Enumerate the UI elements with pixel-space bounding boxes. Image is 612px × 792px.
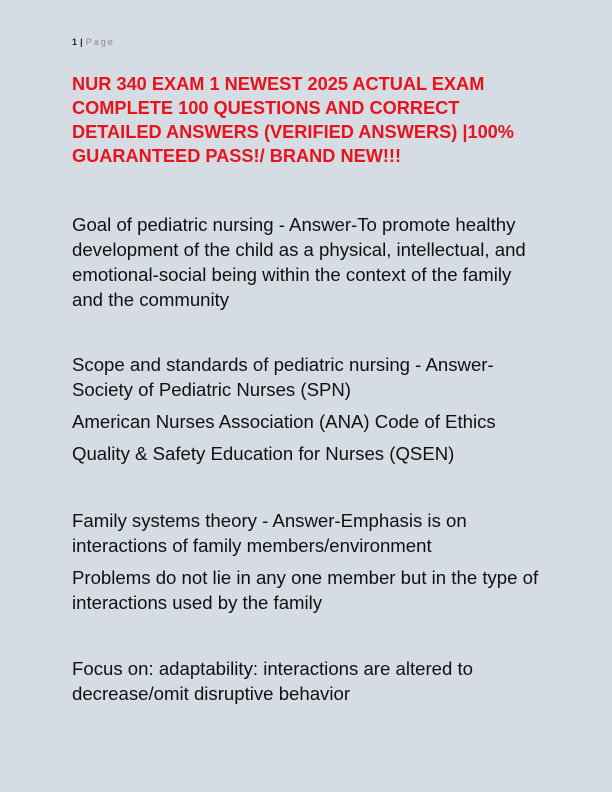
qa-text: Scope and standards of pediatric nursing - Answer-Society of Pediatric Nurses (SPN) xyxy=(72,354,494,400)
page-header xyxy=(72,36,115,48)
qa-text: Family systems theory - Answer-Emphasis is on interactions of family members/environment xyxy=(72,510,467,556)
qa-text: American Nurses Association (ANA) Code of Ethics xyxy=(72,411,496,432)
qa-item xyxy=(72,352,542,466)
qa-text: Quality & Safety Education for Nurses (QSEN) xyxy=(72,443,455,464)
page-number: 1 xyxy=(72,37,78,47)
page-label: Page xyxy=(85,37,115,47)
document-title: NUR 340 EXAM 1 NEWEST 2025 ACTUAL EXAM COMPLETE 100 QUESTIONS AND CORRECT DETAILED ANSWERS (VERIFIED ANSWERS) |100% GUARANTEED PASS!/ BRAND NEW!!! xyxy=(72,74,514,166)
qa-item xyxy=(72,212,542,312)
qa-text: Focus on: adaptability: interactions are altered to decrease/omit disruptive behavior xyxy=(72,658,474,704)
qa-text: Goal of pediatric nursing - Answer-To promote healthy development of the child as a physical, intellectual, and emotional-social being within the context of the family and the community xyxy=(72,214,526,310)
qa-item xyxy=(72,508,542,615)
qa-text: Problems do not lie in any one member but in the type of interactions used by the family xyxy=(72,567,539,613)
header-separator: | xyxy=(80,37,83,47)
qa-item xyxy=(72,656,542,706)
